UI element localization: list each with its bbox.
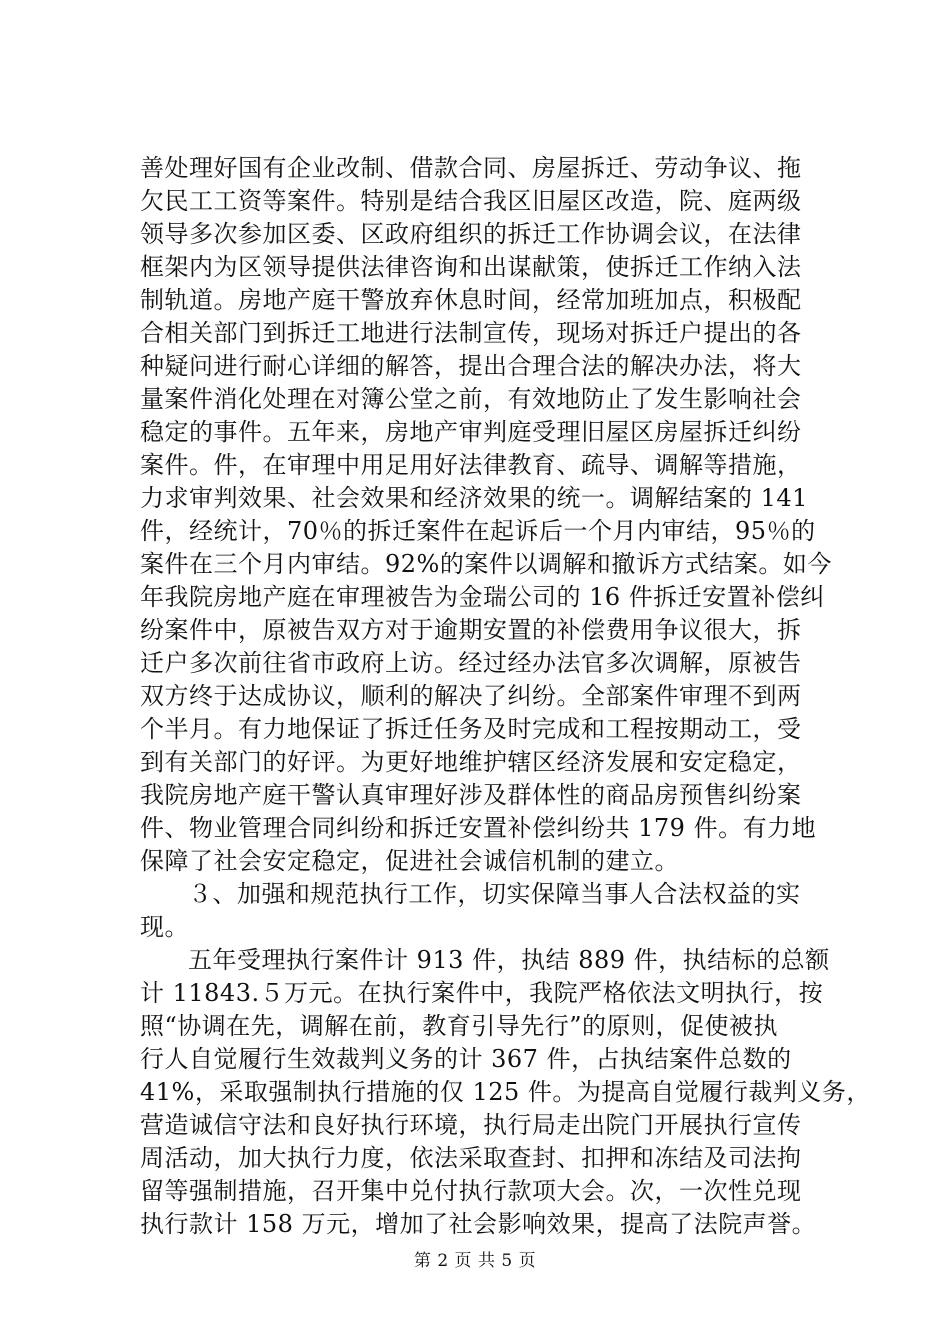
text-line: 41%，采取强制执行措施的仅 125 件。为提高自觉履行裁判义务， [140, 1078, 871, 1106]
text-line: 照“协调在先，调解在前，教育引导先行”的原则，促使被执 [140, 1012, 779, 1040]
text-line: 件，经统计，70％的拆迁案件在起诉后一个月内审结，95％的 [140, 517, 816, 545]
text-line: 合相关部门到拆迁工地进行法制宣传，现场对拆迁户提出的各 [140, 319, 802, 347]
text-line: 制轨道。房地产庭干警放弃休息时间，经常加班加点，积极配 [140, 286, 802, 314]
page-number-footer: 第 2 页 共 5 页 [413, 1251, 537, 1271]
body-text [140, 152, 871, 1241]
text-line: 留等强制措施，召开集中兑付执行款项大会。次，一次性兑现 [140, 1177, 802, 1205]
text-line: 稳定的事件。五年来，房地产审判庭受理旧屋区房屋拆迁纠纷 [140, 418, 802, 446]
text-line: 量案件消化处理在对簿公堂之前，有效地防止了发生影响社会 [140, 385, 802, 413]
text-line: 五年受理执行案件计 913 件，执结 889 件，执结标的总额 [188, 946, 830, 974]
text-line: 计 11843.５万元。在执行案件中，我院严格依法文明执行，按 [140, 979, 824, 1007]
text-line: 执行款计 158 万元，增加了社会影响效果，提高了法院声誉。 [140, 1210, 817, 1238]
text-line: 双方终于达成协议，顺利的解决了纠纷。全部案件审理不到两 [140, 682, 802, 710]
text-line: 框架内为区领导提供法律咨询和出谋献策，使拆迁工作纳入法 [140, 253, 802, 281]
text-line: 迁户多次前往省市政府上访。经过经办法官多次调解，原被告 [140, 649, 802, 677]
text-line: 到有关部门的好评。为更好地维护辖区经济发展和安定稳定， [140, 748, 802, 776]
text-line: 欠民工工资等案件。特别是结合我区旧屋区改造，院、庭两级 [140, 187, 802, 215]
text-line: 营造诚信守法和良好执行环境，执行局走出院门开展执行宣传 [140, 1111, 802, 1139]
section-heading-cont: 现。 [140, 913, 189, 941]
text-line: 件、物业管理合同纠纷和拆迁安置补偿纠纷共 179 件。有力地 [140, 814, 817, 842]
text-line: 年我院房地产庭在审理被告为金瑞公司的 16 件拆迁安置补偿纠 [140, 583, 825, 611]
text-line: 种疑问进行耐心详细的解答，提出合理合法的解决办法，将大 [140, 352, 802, 380]
text-line: 我院房地产庭干警认真审理好涉及群体性的商品房预售纠纷案 [140, 781, 802, 809]
text-line: 领导多次参加区委、区政府组织的拆迁工作协调会议，在法律 [140, 220, 802, 248]
text-line: 周活动，加大执行力度，依法采取查封、扣押和冻结及司法拘 [140, 1144, 802, 1172]
text-line: 保障了社会安定稳定，促进社会诚信机制的建立。 [140, 847, 679, 875]
text-line: 行人自觉履行生效裁判义务的计 367 件，占执结案件总数的 [140, 1045, 792, 1073]
text-line: 个半月。有力地保证了拆迁任务及时完成和工程按期动工，受 [140, 715, 802, 743]
text-line: 力求审判效果、社会效果和经济效果的统一。调解结案的 141 [140, 484, 808, 512]
section-heading: ３、加强和规范执行工作，切实保障当事人合法权益的实 [188, 880, 801, 908]
text-line: 案件在三个月内审结。92%的案件以调解和撤诉方式结案。如今 [140, 550, 832, 578]
text-line: 纷案件中，原被告双方对于逾期安置的补偿费用争议很大，拆 [140, 616, 802, 644]
text-line: 善处理好国有企业改制、借款合同、房屋拆迁、劳动争议、拖 [140, 154, 802, 182]
text-line: 案件。件，在审理中用足用好法律教育、疏导、调解等措施， [140, 451, 802, 479]
